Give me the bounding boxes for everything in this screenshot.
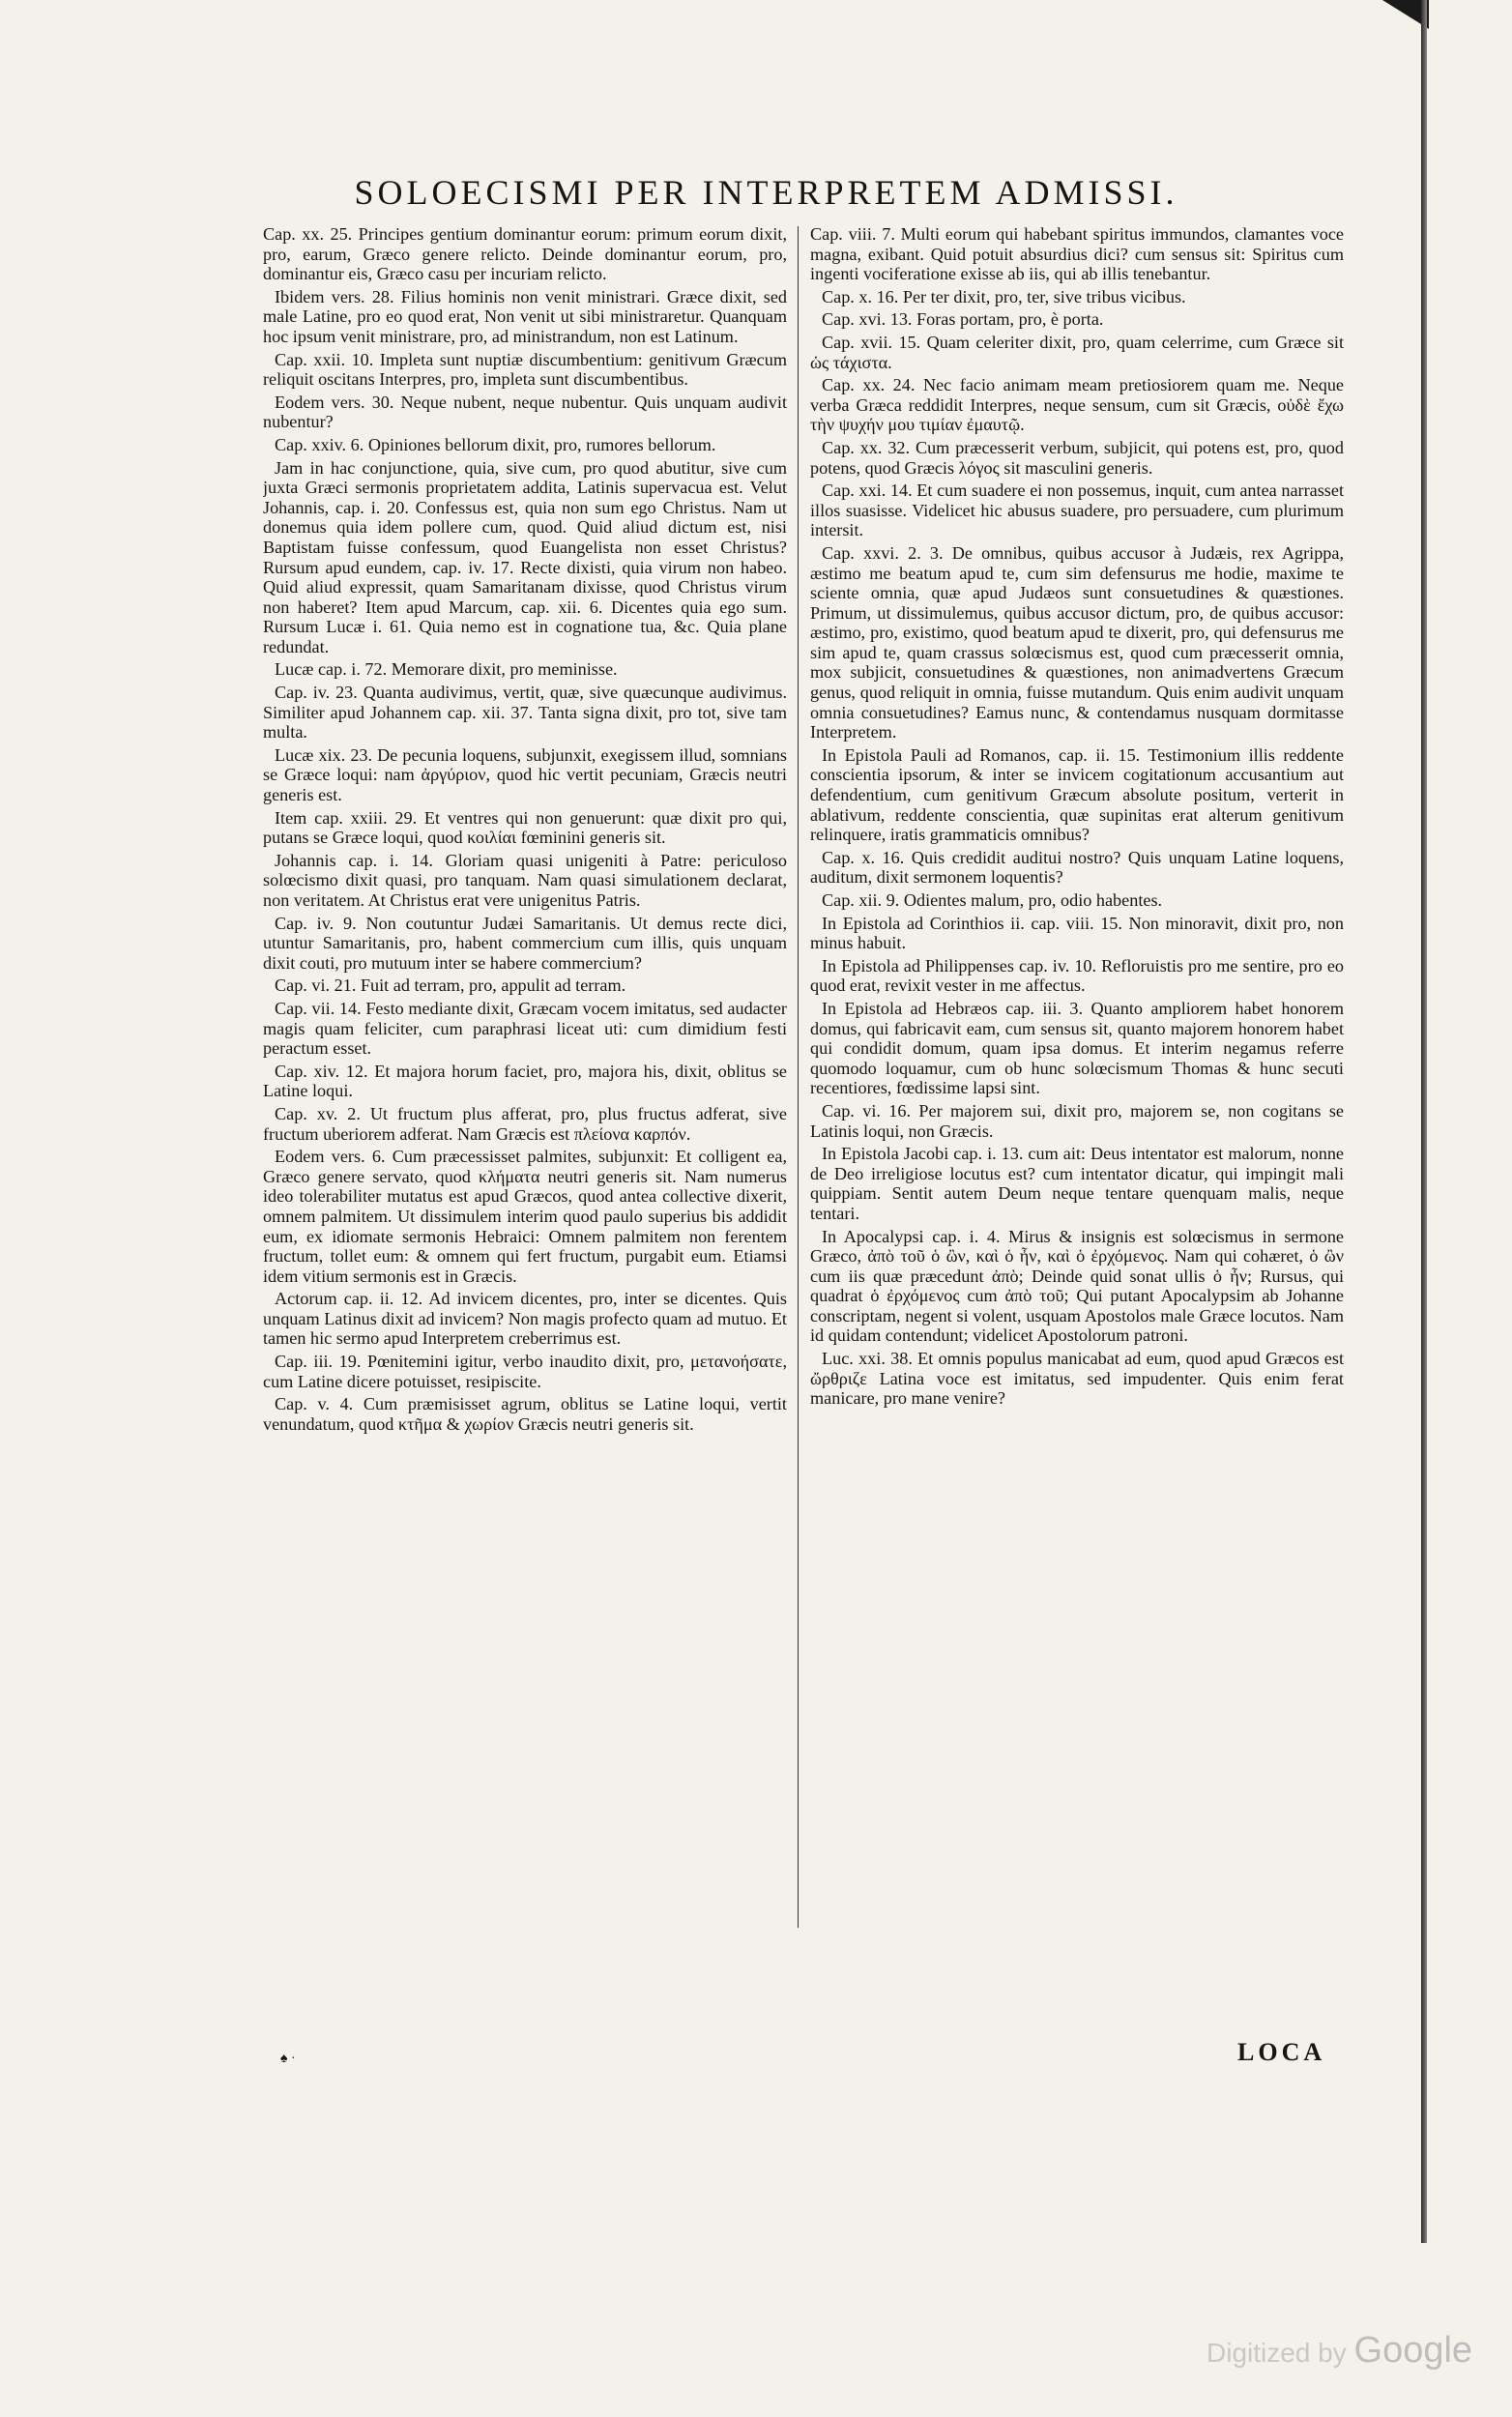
left-column <box>263 224 787 1926</box>
paragraph: Johannis cap. i. 14. Gloriam quasi unigeniti à Patre: periculoso solœcismo dixit quasi, pro tanquam. Nam quasi simulationem declarat, non veritatem. At Christus erat vere unigenitus Patris. <box>263 850 787 910</box>
catchword: LOCA <box>1237 2038 1326 2066</box>
paragraph: Cap. xxvi. 2. 3. De omnibus, quibus accusor à Judæis, rex Agrippa, æstimo me beatum apud te, cum sim defensurus me hodie, maxime te sciente omnia, quæ apud Judæos sunt consuetudines & quæstiones. Primum, ut dissimulemus, quibus accusor dictum, pro, de quibus accusor: æstimo, pro, existimo, quod beatum apud te dixerit, pro, qui defensurus me sim apud te, quam crassus solœcismus est, quod cum præcesserit omnia, mox subjicit, consuetudines & quæstiones, non animadvertens Græcum genus, quod reliquit in omnia, fuisse mutandum. Quis enim audivit unquam omnia consuetudines? Eamus nunc, & contendamus nusquam dormitasse Interpretem. <box>810 542 1344 743</box>
paragraph: Cap. xvi. 13. Foras portam, pro, è porta. <box>822 309 1104 330</box>
running-head: SOLOECISMI PER INTERPRETEM ADMISSI. <box>354 173 1178 212</box>
digitized-watermark <box>1207 2330 1472 2372</box>
paragraph: Eodem vers. 6. Cum præcessisset palmites, subjunxit: Et colligent ea, Græco genere servato, quod κλήματα neutri generis sit. Nam numerus ideo tolerabiliter mutatus est apud Græcos, quod antea collective dixerit, omnem palmitem. Ut dissimulem interim quod paulo superius bis addidit eum, ex idiomate sermonis Hebraici: Omnem palmitem non ferentem fructum, tollet eum: & omnem qui fert fructum, purgabit eum. Etiamsi idem vitium sermonis est in Græcis. <box>263 1147 787 1286</box>
paragraph: Cap. xx. 32. Cum præcesserit verbum, subjicit, qui potens est, pro, quod potens, quod Græcis λόγος sit masculini generis. <box>810 437 1344 478</box>
paragraph: Luc. xxi. 38. Et omnis populus manicabat ad eum, quod apud Græcos est ὤρθριζε Latina voce est imitatus, sed impudenter. Quis enim ferat manicare, pro mane venire? <box>810 1349 1344 1409</box>
paragraph: In Epistola ad Corinthios ii. cap. viii. 15. Non minoravit, dixit pro, non minus habuit. <box>810 913 1344 953</box>
digitized-prefix: Digitized by <box>1207 2338 1347 2368</box>
paragraph: Cap. iv. 9. Non coutuntur Judæi Samaritanis. Ut demus recte dici, utuntur Samaritanis, pro, habent commercium cum illis, quis unquam dixit couti, pro mutuum inter se habere commercium? <box>263 913 787 973</box>
paragraph: Lucæ xix. 23. De pecunia loquens, subjunxit, exegissem illud, somnians se Græce loqui: nam ἀργύριον, quod hic vertit pecuniam, Græcis neutri generis est. <box>263 744 787 805</box>
paragraph: Cap. iv. 23. Quanta audivimus, vertit, quæ, sive quæcunque audivimus. Similiter apud Johannem cap. xii. 37. Tanta signa dixit, pro tot, sive tam multa. <box>263 683 787 743</box>
paragraph: Cap. xii. 9. Odientes malum, pro, odio habentes. <box>822 890 1163 910</box>
printer-mark: ♠ · <box>280 2052 296 2066</box>
paragraph: In Epistola ad Philippenses cap. iv. 10. Refloruistis pro me sentire, pro eo quod erat, revixit vester in me affectus. <box>810 955 1344 996</box>
paragraph: Eodem vers. 30. Neque nubent, neque nubentur. Quis unquam audivit nubentur? <box>263 392 787 432</box>
paragraph: Cap. x. 16. Per ter dixit, pro, ter, sive tribus vicibus. <box>822 286 1186 306</box>
paragraph: In Epistola Pauli ad Romanos, cap. ii. 15. Testimonium illis reddente conscientia ipsorum, & inter se invicem cogitationum accusantium aut defendentium, cum genitivum Græcum absolute positum, verterit in ablativum, reddente conscientia, quæ supinitas erat alterum genitivum relinquere, iratis grammaticis omnibus? <box>810 744 1344 845</box>
paragraph: Cap. xxiv. 6. Opiniones bellorum dixit, pro, rumores bellorum. <box>275 434 716 454</box>
paragraph: Cap. vi. 16. Per majorem sui, dixit pro, majorem se, non cogitans se Latinis loqui, non Græcis. <box>810 1100 1344 1141</box>
page-edge <box>1421 0 1427 2243</box>
paragraph: Cap. xx. 25. Principes gentium dominantur eorum: primum eorum dixit, pro, earum, Græco genere relicto. Deinde dominantur eorum, pro, dominantur eis, Græco casu per incuriam relicto. <box>263 224 787 284</box>
paragraph: In Epistola ad Hebræos cap. iii. 3. Quanto ampliorem habet honorem domus, qui fabricavit eam, cum sensus sit, quanto majorem honorem habet qui condidit domum, quam ipsa domus. Et interim negamus referre quomodo loquamur, cum ob hunc solœcismum Thomas & hunc secuti recentiores, fœdissime lapsi sint. <box>810 998 1344 1098</box>
paragraph: Cap. xvii. 15. Quam celeriter dixit, pro, quam celerrime, cum Græce sit ὡς τάχιστα. <box>810 332 1344 372</box>
paragraph: Actorum cap. ii. 12. Ad invicem dicentes, pro, inter se dicentes. Quis unquam Latinus dixit ad invicem? Non magis profecto quam ad mutuo. Et tamen hic sermo apud Interpretem creberrimus est. <box>263 1289 787 1349</box>
paragraph: Cap. xiv. 12. Et majora horum faciet, pro, majora his, dixit, oblitus se Latine loqui. <box>263 1061 787 1101</box>
paragraph: Cap. viii. 7. Multi eorum qui habebant spiritus immundos, clamantes voce magna, exibant. Quid potuit absurdius dici? cum sensus sit: Spiritus cum ingenti vociferatione exisse ab iis, qui ab illis tenebantur. <box>810 224 1344 284</box>
column-divider <box>798 226 799 1928</box>
paragraph: In Epistola Jacobi cap. i. 13. cum ait: Deus intentator est malorum, nonne de Deo irreligiose locutus est? cum intentator dicatur, qui impingit mali quippiam. Sentit autem Deum neque tentare quenquam malis, neque tentari. <box>810 1144 1344 1223</box>
paragraph: Cap. v. 4. Cum præmisisset agrum, oblitus se Latine loqui, vertit venundatum, quod κτῆμα & χωρίον Græcis neutri generis sit. <box>263 1394 787 1434</box>
paragraph: Cap. x. 16. Quis credidit auditui nostro? Quis unquam Latine loquens, auditum, dixit sermonem loquentis? <box>810 847 1344 888</box>
paragraph: Lucæ cap. i. 72. Memorare dixit, pro meminisse. <box>275 659 618 680</box>
paragraph: Cap. xxi. 14. Et cum suadere ei non possemus, inquit, cum antea narrasset illos suasisse. Videlicet hic abusus suadere, pro persuadere, cum plurimum intersit. <box>810 480 1344 540</box>
paragraph: Ibidem vers. 28. Filius hominis non venit ministrari. Græce dixit, sed male Latine, pro eo quod erat, Non venit ut sibi ministraretur. Quanquam hoc ipsum venit ministrare, pro, ad ministrandum, non est Latinum. <box>263 286 787 346</box>
google-wordmark: Google <box>1353 2330 1473 2371</box>
paragraph: Cap. iii. 19. Pœnitemini igitur, verbo inaudito dixit, pro, μετανοήσατε, cum Latine dicere potuisset, resipiscite. <box>263 1352 787 1391</box>
paragraph: Cap. vii. 14. Festo mediante dixit, Græcam vocem imitatus, sed audacter magis quam feliciter, cum paraphrasi liceat uti: cum dimidium festi peractum esset. <box>263 998 787 1059</box>
paragraph: Jam in hac conjunctione, quia, sive cum, pro quod abutitur, sive cum juxta Græci sermonis proprietatem addita, Latinis supervacua est. Velut Johannis, cap. i. 20. Confessus est, quia non sum ego Christus. Nam ut donemus quia idem pollere cum, quod. Quid aliud dictum est, nisi Baptistam fuisse confessum, quod Euangelista non esset Christus? Rursum apud eundem, cap. iv. 17. Recte dixisti, quia virum non habeo. Quid aliud expressit, quam Samaritanam dixisse, quod Christus virum non haberet? Item apud Marcum, cap. xii. 6. Dicentes quia ego sum. Rursum Lucæ i. 61. Quia nemo est in cognatione tua, &c. Quia plane redundat. <box>263 457 787 656</box>
paragraph: Item cap. xxiii. 29. Et ventres qui non genuerunt: quæ dixit pro qui, putans se Græce loqui, quod κοιλίαι fœminini generis sit. <box>263 807 787 848</box>
paragraph: Cap. vi. 21. Fuit ad terram, pro, appulit ad terram. <box>275 976 626 996</box>
paragraph: Cap. xv. 2. Ut fructum plus afferat, pro, plus fructus adferat, sive fructum uberiorem adferat. Nam Græcis est πλείονα καρπόν. <box>263 1103 787 1144</box>
paragraph: In Apocalypsi cap. i. 4. Mirus & insignis est solœcismus in sermone Græco, ἀπὸ τοῦ ὁ ὢν, καὶ ὁ ἦν, καὶ ὁ ἐρχόμενος. Nam qui cohæret, ὁ ὢν cum iis quæ præcedunt ἀπὸ; Deinde quid sonat ullis ὁ ἦν; Rursus, qui quadrat ὁ ἐρχόμενος cum ἀπὸ τοῦ; Qui putant Apocalypsim ab Johanne conscriptam, negent si volent, usquam Apostolos male Græce locutos. Nam id quidam contendunt; videlicet Apostolorum patroni. <box>810 1226 1344 1346</box>
paragraph: Cap. xxii. 10. Impleta sunt nuptiæ discumbentium: genitivum Græcum reliquit oscitans Interpres, pro, impleta sunt discumbentibus. <box>263 349 787 390</box>
right-column <box>810 224 1344 1926</box>
paragraph: Cap. xx. 24. Nec facio animam meam pretiosiorem quam me. Neque verba Græca reddidit Interpres, neque sensum, cum sit Græcis, οὐδὲ ἔχω τὴν ψυχήν μου τιμίαν ἐμαυτῷ. <box>810 375 1344 435</box>
